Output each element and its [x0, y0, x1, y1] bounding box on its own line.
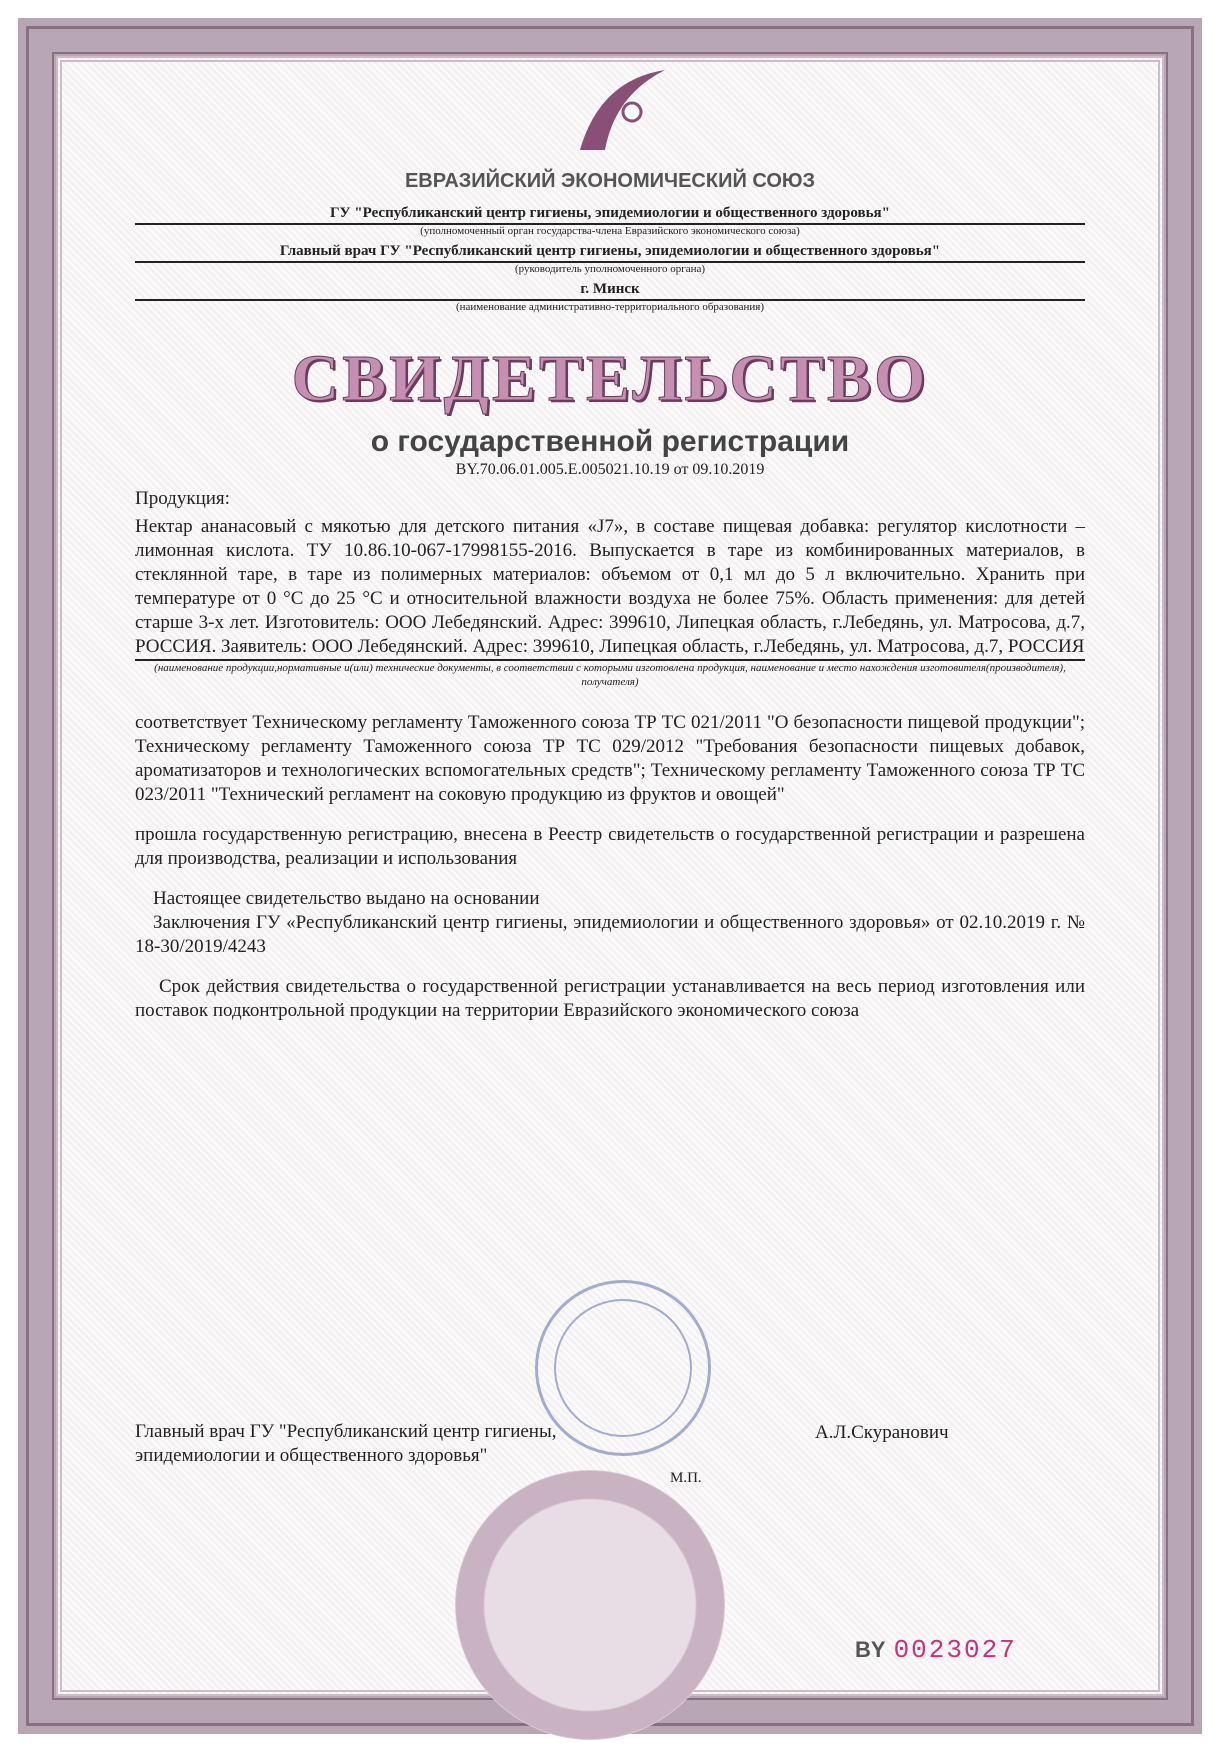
serial-number — [855, 1635, 1017, 1665]
seal-place: М.П. — [670, 1470, 702, 1486]
conformity-text: соответствует Техническому регламенту Таможенного союза ТР ТС 021/2011 "О безопасности пищевой продукции"; Техническому регламенту Таможенного союза ТР ТС 029/2012 "Требования безопасности пищевых добавок, ароматизаторов и технологических вспомогательных средств"; Техническому регламенту Таможенного союза ТР ТС 023/2011 "Технический регламент на соковую продукцию из фруктов и овощей" — [135, 712, 1085, 805]
organ-caption: (уполномоченный орган государства-члена Евразийского экономического союза) — [420, 225, 800, 237]
product-label: Продукция: — [135, 488, 230, 509]
registration-number: BY.70.06.01.005.E.005021.10.19 от 09.10.2019 — [455, 461, 765, 478]
city-caption: (наименование административно-территориального образования) — [455, 301, 765, 313]
authorized-organ: ГУ "Республиканский центр гигиены, эпидемиологии и общественного здоровья" — [135, 205, 1085, 225]
head-caption: (руководитель уполномоченного органа) — [514, 263, 706, 275]
organ-head: Главный врач ГУ "Республиканский центр гигиены, эпидемиологии и общественного здоровья" — [135, 243, 1085, 263]
product-caption: (наименование продукции,нормативные и(или) технические документы, в соответствии с которыми изготовлена продукция, наименование и место нахождения изготовителя(производителя), получателя) — [154, 662, 1066, 688]
serial-prefix: BY — [855, 1637, 886, 1662]
eaeu-logo-icon — [570, 60, 670, 160]
product-description: Нектар ананасовый с мякотью для детского питания «J7», в составе пищевая добавка: регулятор кислотности – лимонная кислота. ТУ 10.86.10-067-17998155-2016. Выпускается в таре из комбинированных материалов, в стеклянной таре, в таре из полимерных материалов: объемом от 0,1 мл до 5 л включительно. Хранить при температуре от 0 °С до 25 °С и относительной влажности воздуха не более 75%. Область применения: для детей старше 3-х лет. Изготовитель: ООО Лебедянский. Адрес: 399610, Липецкая область, г.Лебедянь, ул. Матросова, д.7, РОССИЯ. Заявитель: ООО Лебедянский. Адрес: 399610, Липецкая область, г.Лебедянь, ул. Матросова, д.7, РОССИЯ — [135, 515, 1085, 661]
serial-digits: 0023027 — [893, 1635, 1017, 1665]
document-subtitle: о государственной регистрации — [370, 425, 850, 458]
signatory-position: Главный врач ГУ "Республиканский центр гигиены, эпидемиологии и общественного здоровья" — [135, 1421, 557, 1466]
basis-title: Настоящее свидетельство выдано на основании — [153, 888, 540, 909]
signatory-name: А.Л.Скуранович — [815, 1422, 949, 1443]
registration-text: прошла государственную регистрацию, внесена в Реестр свидетельств о государственной регистрации и разрешена для производства, реализации и использования — [135, 824, 1085, 869]
basis-text: Заключения ГУ «Республиканский центр гигиены, эпидемиологии и общественного здоровья» от 02.10.2019 г. № 18-30/2019/4243 — [135, 912, 1085, 957]
union-name: ЕВРАЗИЙСКИЙ ЭКОНОМИЧЕСКИЙ СОЮЗ — [404, 170, 816, 192]
caduceus-seal-icon — [455, 1470, 725, 1740]
document-title: СВИДЕТЕЛЬСТВО — [291, 342, 929, 415]
city: г. Минск — [135, 281, 1085, 301]
validity-text: Срок действия свидетельства о государственной регистрации устанавливается на весь период изготовления или поставок подконтрольной продукции на территории Евразийского экономического союза — [135, 976, 1085, 1021]
